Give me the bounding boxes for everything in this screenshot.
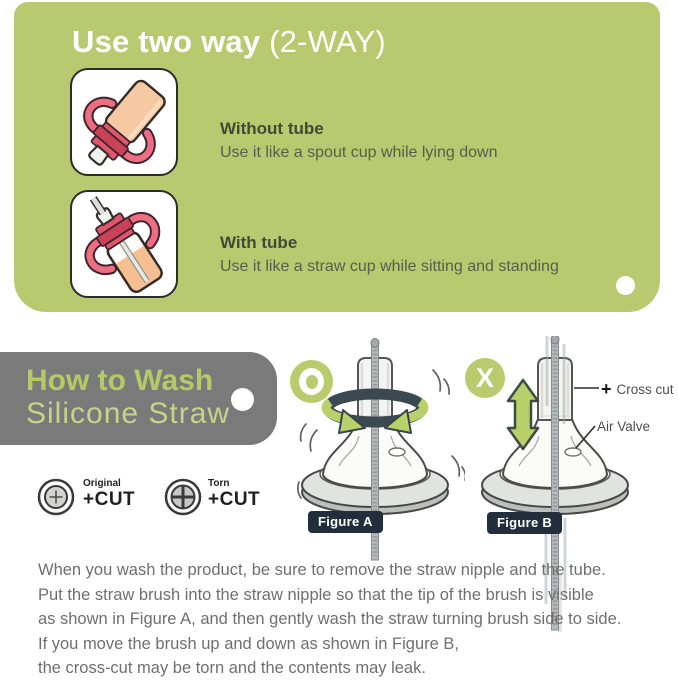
two-way-panel	[14, 2, 660, 312]
instruction-line: the cross-cut may be torn and the contents may leak.	[38, 659, 426, 678]
figure-a-label: Figure A	[308, 511, 383, 533]
cross-cut-plus-icon: +	[601, 379, 612, 399]
air-valve-annotation	[597, 419, 650, 434]
wash-instructions-paragraph	[38, 558, 663, 681]
original-cut-icon	[36, 477, 76, 517]
bottle-without-tube-illustration	[70, 68, 178, 176]
torn-label: Torn	[208, 478, 230, 489]
without-tube-text	[220, 119, 497, 162]
cross-cut-annotation	[601, 380, 674, 398]
torn-cut-icon	[163, 477, 203, 517]
panel-dot-icon	[616, 276, 635, 295]
wash-banner-line1: How to Wash	[26, 364, 214, 397]
without-tube-title: Without tube	[220, 119, 324, 138]
wash-banner	[0, 352, 277, 445]
figure-b-label: Figure B	[487, 512, 562, 534]
panel-title	[72, 24, 386, 60]
panel-title-paren: (2-WAY)	[269, 24, 386, 59]
with-tube-desc: Use it like a straw cup while sitting and standing	[220, 258, 559, 275]
cross-cut-text: Cross cut	[616, 381, 674, 397]
bottle-with-tube-illustration	[70, 190, 178, 298]
torn-cut-text	[208, 478, 260, 511]
with-tube-title: With tube	[220, 233, 298, 252]
bottle-lying-down-icon	[75, 73, 174, 172]
without-tube-desc: Use it like a spout cup while lying down	[220, 144, 498, 161]
instruction-line: When you wash the product, be sure to remove the straw nipple and the tube.	[38, 561, 606, 579]
banner-dot-icon	[231, 388, 254, 411]
original-cut-label: +CUT	[83, 489, 136, 510]
wash-banner-line2: Silicone Straw	[26, 397, 231, 430]
torn-cut-label: +CUT	[208, 489, 261, 510]
original-label: Original	[83, 478, 121, 489]
instruction-line: If you move the brush up and down as shown in Figure B,	[38, 634, 459, 653]
with-tube-text	[220, 233, 559, 276]
bottle-straw-icon	[75, 195, 174, 294]
air-valve-text: Air Valve	[597, 419, 651, 434]
original-cut-text	[83, 478, 135, 511]
panel-title-main: Use two way	[72, 24, 270, 59]
instruction-line: Put the straw brush into the straw nipple so that the tip of the brush is visible	[38, 585, 594, 604]
air-valve-shape	[389, 448, 405, 456]
x-mark-icon: X	[465, 358, 505, 398]
air-valve-shape	[565, 448, 581, 456]
instruction-line: as shown in Figure A, and then gently wash the straw turning brush side to side.	[38, 610, 622, 629]
